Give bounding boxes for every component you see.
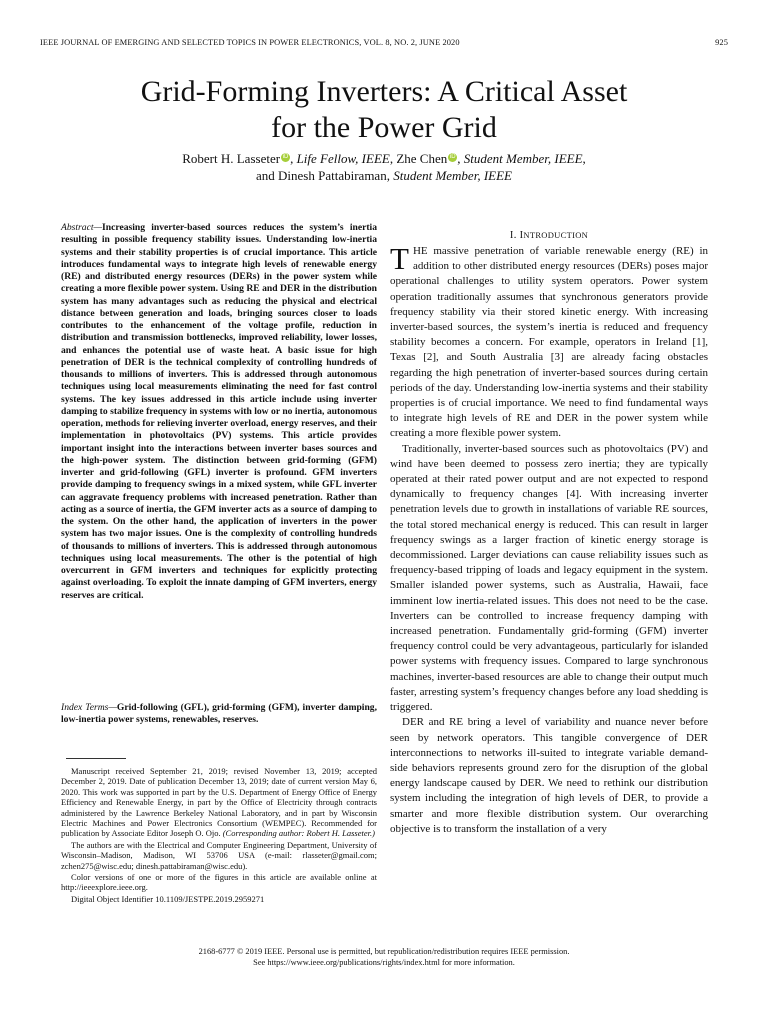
author-membership: Life Fellow, IEEE [296, 151, 390, 166]
paragraph: DER and RE bring a level of variability and nuance never before seen by network operators. This tangible convergence of DER interconnections to networks ill-suited to integrate variable demand-side behaviors represents ground zero for the disruption of the global energy landscape caused by DER. We need to rethink our distribution system including the integration of high levels of DER, to provide a smarter and more flexible distribution system. Our overarching objective is to transform the installation of a very [390, 716, 708, 835]
color-note: Color versions of one or more of the figures in this article are available online at http://ieeexplore.ieee.org. [61, 872, 377, 893]
footnotes [61, 766, 377, 905]
paragraph: THE massive penetration of variable renewable energy (RE) in addition to other distributed energy resources (DERs) poses major operational challenges to utility system operators. Power system operation traditionally assumes that synchronous generators provide frequency stability via their stored kinetic energy. With increasing inverter-based sources, the system’s inertia is reduced and frequency stability becomes a concern. For example, operators in Ireland [1], Texas [2], and South Australia [3] are already facing obstacles regarding the high penetration of inverter-based sources during certain periods of the day. Understanding low-inertia systems and their stability properties is of crucial importance. We need to find fundamental ways to integrate high levels of RE and DER in the power system while creating a more flexible power system. [390, 241, 708, 440]
author-list: Robert H. Lasseter iD , Life Fellow, IEEE, Zhe Chen iD , Student Member, IEEE, and Dinesh Pattabiraman, Student Member, IEEE [182, 151, 586, 183]
title-line-1: Grid-Forming Inverters: A Critical Asset [140, 75, 628, 108]
index-terms-text: Grid-following (GFL), grid-forming (GFM), inverter damping, low-inertia power systems, renewables, reserves. [61, 702, 378, 726]
doi-note: Digital Object Identifier 10.1109/JESTPE.2019.2959271 [71, 893, 265, 904]
section-heading: I. INTRODUCTION [509, 230, 589, 241]
journal-name: IEEE JOURNAL OF EMERGING AND SELECTED TOPICS IN POWER ELECTRONICS, VOL. 8, NO. 2, JUNE 2020 [40, 38, 460, 47]
abstract-label: Abstract— [61, 222, 103, 233]
abstract-text: Increasing inverter-based sources reduces the system’s inertia resulting in possible frequency stability issues. Understanding low-inertia systems and their stability properties is of crucial importance. This article introduces fundamental ways to integrate high levels of renewable energy (RE) and distributed energy resources (DERs) in the power system while creating a more flexible power system. Using RE and DER in the distribution system has many advantages such as reducing the physical and electrical distance between generation and loads, bringing sources closer to loads contributes to the enhancement of the voltage profile, reduction in distribution and transmission bottlenecks, improved reliability, lower losses, and enhances the potential use of waste heat. A basic issue for high penetration of DER is the technical complexity of controlling hundreds of thousands to millions of inverters. This is addressed through autonomous techniques using local measurements eliminating the need for fast control systems. The key issues addressed in this article include using inverter damping to stabilize frequency in systems with low or no inertia, autonomous operation, methods for relieving inverter overload, energy reserves, and their implementation in photovoltaics (PV) systems. This article provides important insight into the interactions between inverter bases sources and the high-power system. The distinction between grid-forming (GFM) inverter and grid-following (GFL) inverter is profound. GFM inverters provide damping to frequency swings in a mixed system, while GFL inverter can aggravate frequency problems with increased penetration. Rather than acting as a source of inertia, the GFM inverter acts as a source of damping to the system. On the other hand, the application of inverters in the power system has two major issues. One is the complexity of controlling hundreds of thousands to millions of inverters. This is addressed through autonomous techniques using local measurements. The other is the potential of high overcurrent in GFM inverters and techniques for explicitly protecting against overloading. To exploit the innate damping of GFM inverters, energy reserves are critical. [61, 222, 377, 601]
rights-link-line: See https://www.ieee.org/publications/rights/index.html for more information. [253, 957, 515, 967]
copyright-footer [0, 947, 768, 968]
author-name: Robert H. Lasseter [182, 151, 281, 166]
author-membership: Student Member, IEEE [393, 168, 512, 183]
orcid-icon[interactable]: iD [282, 153, 289, 160]
paragraph: Traditionally, inverter-based sources such as photovoltaics (PV) and wind have been deemed to possess zero inertia; they are typically operated at their rated power output and are not expected to respond dynamically to frequency changes [4]. With increasing inverter penetration levels due to growth in installations of variable RE sources, the total stored mechanical energy is reduced. This can result in larger frequency swings as a larger fraction of kinetic energy storage is decommissioned. Larger deviations can cause reliability issues such as frequency-based tripping of loads and legacy equipment in the system. Smaller islanded power systems, such as Australia, Hawaii, face imminent low inertia-related issues. This does not need to be the case. Inverters can be controlled to increase frequency damping with increased penetration. Fundamentally grid-forming (GFM) inverter frequency control could be very advantageous, particularly for islanded power systems with frequency issues. Compared to large synchronous machines, inverter-based resources are able to change their output much faster, arresting system’s frequency changes before any load shedding is triggered. [390, 442, 708, 714]
abstract [61, 222, 377, 602]
manuscript-note: Manuscript received September 21, 2019; revised November 13, 2019; accepted December 2, 2019. Date of publication December 13, 2019; date of current version May 6, 2020. This work was supported in part by the U.S. Department of Energy Office of Energy Efficiency and Renewable Energy, in part by the Office of Electricity through contracts administered by the Lawrence Berkeley National Laboratory, and in part by Wisconsin Electric Machines and Power Electronics Consortium (WEMPEC). Recommended for publication by Associate Editor Joseph O. Ojo. (Corresponding author: Robert H. Lasseter.) [61, 766, 377, 839]
footnote-divider [66, 758, 126, 759]
introduction-body [390, 241, 708, 837]
paper-title [0, 74, 768, 146]
drop-cap: T [390, 241, 409, 276]
index-terms-label: Index Terms— [61, 702, 117, 713]
author-name: and Dinesh Pattabiraman, [256, 168, 390, 183]
author-name: Zhe Chen [396, 151, 448, 166]
affiliation-note: The authors are with the Electrical and Computer Engineering Department, University of Wisconsin–Madison, Madison, WI 53706 USA (e-mail: rlasseter@gmail.com; zchen275@wisc.edu; dinesh.pattabiraman@wisc.edu). [61, 839, 377, 871]
running-header [40, 38, 728, 47]
author-membership: Student Member, IEEE [463, 151, 583, 166]
page-number: 925 [715, 38, 728, 47]
orcid-icon[interactable]: iD [449, 153, 456, 160]
index-terms [61, 702, 377, 727]
title-line-2: for the Power Grid [271, 111, 497, 144]
copyright-line: 2168-6777 © 2019 IEEE. Personal use is permitted, but republication/redistribution requires IEEE permission. [198, 947, 570, 956]
